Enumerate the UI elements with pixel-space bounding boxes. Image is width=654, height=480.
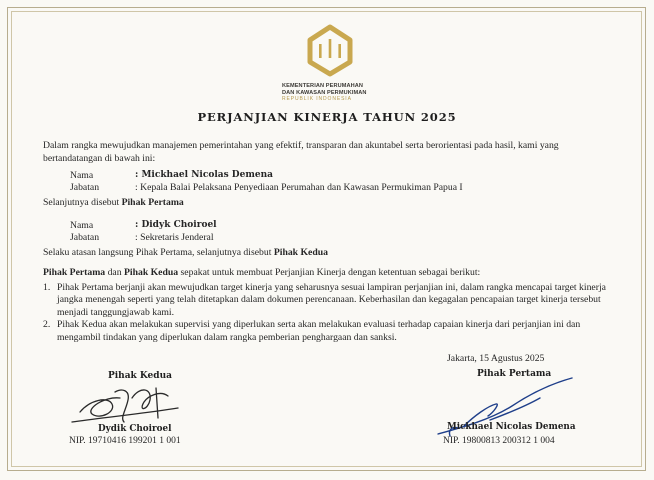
party2-name: : Didyk Choiroel [135,220,217,230]
institution-name: KEMENTERIAN PERUMAHAN DAN KAWASAN PERMUKIMAN REPUBLIK INDONESIA [282,83,367,103]
left-signatory-role: Pihak Kedua [108,371,172,381]
left-signatory-name: Dydik Choiroel [98,424,172,434]
intro-paragraph: Dalam rangka mewujudkan manajemen pemerintahan yang efektif, transparan dan akuntabel serta berorientasi pada hasil, kami yang bertandatangan di bawah ini: [43,140,559,164]
party2-position: : Sekretaris Jenderal [135,232,214,243]
place-date: Jakarta, 15 Agustus 2025 [447,353,545,364]
agreement-line: Pihak Pertama dan Pihak Kedua sepakat untuk membuat Perjanjian Kinerja dengan ketentuan sebagai berikut: [43,267,481,278]
party2-designation-line: Selaku atasan langsung Pihak Pertama, selanjutnya disebut Pihak Kedua [43,247,328,258]
clauses-list [43,282,618,344]
clause-item: 1. Pihak Pertama berjanji akan mewujudkan target kinerja yang seharusnya sesuai lampiran perjanjian ini, dalam rangka mencapai target kinerja jangka menengah seperti yang telah ditetapkan dalam dokumen perencanaan. Keberhasilan dan kegagalan pencapaian target kinerja tersebut menjadi tanggungjawab kami. [43,282,606,318]
party1-name-label: Nama [70,170,94,181]
party2-position-label: Jabatan [70,232,100,243]
party1-position: : Kepala Balai Pelaksana Penyediaan Perumahan dan Kawasan Permukiman Papua I [135,182,463,193]
left-signature-icon [60,378,195,428]
party1-position-label: Jabatan [70,182,100,193]
right-signatory-name: Mickhael Nicolas Demena [447,422,576,432]
party2-name-label: Nama [70,220,94,231]
clause-item: 2. Pihak Kedua akan melakukan supervisi yang diperlukan serta akan melakukan evaluasi terhadap capaian kinerja dari perjanjian ini dan mengambil tindakan yang diperlukan dalam rangka pemberian penghargaan dan sanksi. [43,319,581,343]
right-signatory-role: Pihak Pertama [477,369,552,379]
party1-designation-line: Selanjutnya disebut Pihak Pertama [43,197,184,208]
party1-name: : Mickhael Nicolas Demena [135,170,273,180]
document-title: PERJANJIAN KINERJA TAHUN 2025 [197,110,457,124]
right-signatory-nip: NIP. 19800813 200312 1 004 [443,436,555,446]
ministry-logo-icon [300,22,360,78]
left-signatory-nip: NIP. 19710416 199201 1 001 [69,436,181,446]
